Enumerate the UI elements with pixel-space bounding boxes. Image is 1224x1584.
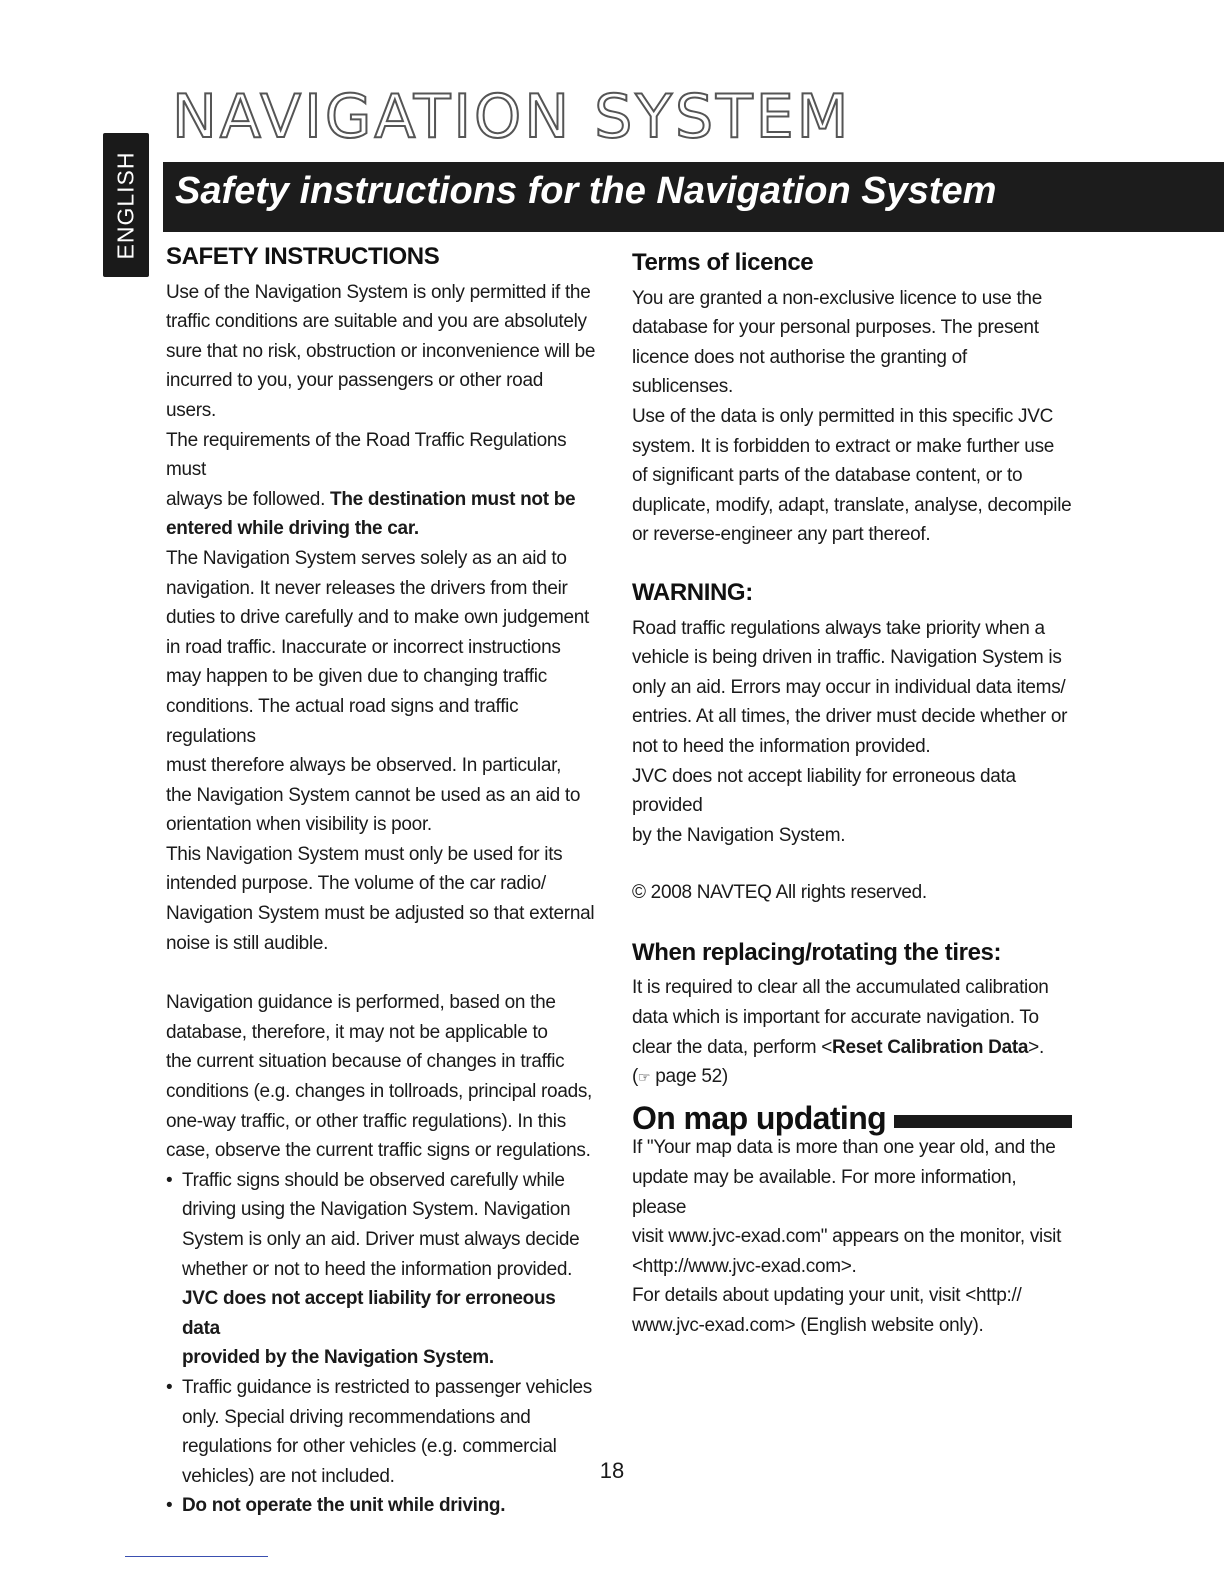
text-line: may happen to be given due to changing traffic: [166, 666, 547, 688]
text-line: case, observe the current traffic signs or regulations.: [166, 1140, 591, 1162]
text-line: <http://www.jvc-exad.com>.: [632, 1255, 857, 1277]
text-line: of significant parts of the database content, or to: [632, 465, 1023, 487]
text-line: This Navigation System must only be used for its: [166, 843, 563, 865]
page-reference[interactable]: [632, 1066, 728, 1087]
text-line: duties to drive carefully and to make own judgement: [166, 607, 589, 629]
paragraph: [632, 614, 1072, 851]
text-line: The requirements of the Road Traffic Regulations must: [166, 429, 567, 481]
list-item: [166, 1166, 596, 1373]
text-line: must therefore always be observed. In particular,: [166, 755, 562, 777]
text-line: the current situation because of changes in traffic: [166, 1051, 565, 1073]
paragraph: [632, 284, 1072, 550]
map-section-title: [632, 1099, 1072, 1136]
text-line: System is only an aid. Driver must always decide: [182, 1229, 580, 1250]
title-banner: [163, 162, 1224, 232]
text-line: Use of the data is only permitted in this specific JVC: [632, 405, 1053, 427]
text-line: You are granted a non-exclusive licence to use the: [632, 287, 1042, 309]
text-line: one-way traffic, or other traffic regulations). In this: [166, 1110, 566, 1132]
text-line: only. Special driving recommendations and: [182, 1406, 531, 1428]
text-line: Navigation guidance is performed, based on the: [166, 992, 556, 1014]
paragraph: [166, 544, 596, 958]
map-heading: On map updating: [632, 1099, 887, 1136]
paren: (: [632, 1066, 639, 1088]
chapter-title: NAVIGATION SYSTEM: [172, 82, 852, 152]
text-line: www.jvc-exad.com> (English website only).: [632, 1315, 984, 1336]
text-line: Navigation System must be adjusted so that external: [166, 903, 595, 925]
text-line: >.: [1028, 1036, 1044, 1058]
text-line: The Navigation System serves solely as an aid to: [166, 547, 567, 569]
text-line: licence does not authorise the granting of sublicenses.: [632, 346, 967, 398]
text-line: in road traffic. Inaccurate or incorrect instructions: [166, 636, 561, 658]
text-line: Traffic guidance is restricted to passenger vehicles: [182, 1376, 592, 1398]
text-line: always be followed.: [166, 488, 331, 510]
warning-heading: WARNING:: [632, 578, 753, 606]
footer-rule: [125, 1556, 268, 1557]
text-line: entries. At all times, the driver must decide whether or: [632, 706, 1068, 728]
text-line: only an aid. Errors may occur in individual data items/: [632, 676, 1066, 698]
text-line: system. It is forbidden to extract or make further use: [632, 435, 1055, 457]
bold-text: entered while driving the car.: [166, 518, 419, 540]
text-line: vehicles) are not included.: [182, 1465, 395, 1487]
paragraph: [632, 973, 1072, 1093]
text-line: Road traffic regulations always take priority when a: [632, 617, 1045, 639]
copyright: © 2008 NAVTEQ All rights reserved.: [632, 882, 927, 904]
text-line: sure that no risk, obstruction or inconvenience will be: [166, 340, 596, 362]
list-item: [166, 1491, 596, 1521]
text-line: navigation. It never releases the drivers from their: [166, 577, 568, 599]
text-line: by the Navigation System.: [632, 824, 846, 846]
right-column: [632, 242, 1072, 1341]
text-line: update may be available. For more information, please: [632, 1167, 1017, 1218]
text-line: traffic conditions are suitable and you are absolutely: [166, 311, 587, 333]
text-line: data which is important for accurate navigation. To: [632, 1007, 1039, 1029]
text-line: Use of the Navigation System is only permitted if the: [166, 281, 591, 303]
terms-heading: Terms of licence: [632, 249, 814, 276]
bold-text: Reset Calibration Data: [832, 1036, 1029, 1058]
text-line: or reverse-engineer any part thereof.: [632, 524, 931, 546]
text-line: regulations for other vehicles (e.g. commercial: [182, 1436, 557, 1458]
language-tab-label: ENGLISH: [112, 151, 139, 259]
text-line: noise is still audible.: [166, 932, 329, 954]
language-tab: [103, 133, 149, 277]
text-line: orientation when visibility is poor.: [166, 814, 432, 836]
text-line: not to heed the information provided.: [632, 735, 931, 757]
bold-text: provided by the Navigation System.: [182, 1347, 494, 1369]
text-line: For details about updating your unit, visit <http://: [632, 1285, 1022, 1307]
banner-title: Safety instructions for the Navigation System: [175, 170, 997, 212]
text-line: incurred to you, your passengers or other road users.: [166, 370, 543, 421]
page-ref-text: page 52): [655, 1066, 728, 1088]
text-line: JVC does not accept liability for erroneous data provided: [632, 765, 1016, 817]
text-line: visit www.jvc-exad.com" appears on the monitor, visit: [632, 1226, 1062, 1248]
text-line: duplicate, modify, adapt, translate, analyse, decompile: [632, 494, 1072, 516]
text-line: vehicle is being driven in traffic. Navigation System is: [632, 647, 1062, 669]
bold-text: The destination must not be: [330, 488, 576, 510]
pointing-hand-icon: ☞: [638, 1070, 651, 1087]
page-number: 18: [599, 1458, 625, 1483]
text-line: whether or not to heed the information provided.: [182, 1258, 573, 1280]
left-column: [166, 242, 596, 1521]
text-line: clear the data, perform <: [632, 1036, 833, 1058]
text-line: database, therefore, it may not be applicable to: [166, 1021, 548, 1043]
paragraph: [632, 1133, 1072, 1340]
text-line: conditions. The actual road signs and traffic regulations: [166, 695, 519, 747]
bold-text: JVC does not accept liability for erroneous data: [182, 1288, 556, 1339]
text-line: If "Your map data is more than one year old, and the: [632, 1137, 1056, 1159]
text-line: It is required to clear all the accumulated calibration: [632, 977, 1049, 999]
paragraph: [166, 278, 596, 544]
text-line: the Navigation System cannot be used as an aid to: [166, 784, 581, 806]
tires-heading: When replacing/rotating the tires:: [632, 938, 1002, 966]
text-line: driving using the Navigation System. Navigation: [182, 1199, 571, 1221]
text-line: database for your personal purposes. The present: [632, 317, 1039, 339]
text-line: intended purpose. The volume of the car radio/: [166, 873, 546, 895]
bold-text: Do not operate the unit while driving.: [182, 1495, 506, 1517]
heading-rule: [894, 1115, 1072, 1128]
text-line: Traffic signs should be observed carefully while: [182, 1169, 565, 1191]
text-line: conditions (e.g. changes in tollroads, principal roads,: [166, 1081, 593, 1103]
safety-heading: SAFETY INSTRUCTIONS: [166, 243, 440, 270]
paragraph: [166, 988, 596, 1166]
